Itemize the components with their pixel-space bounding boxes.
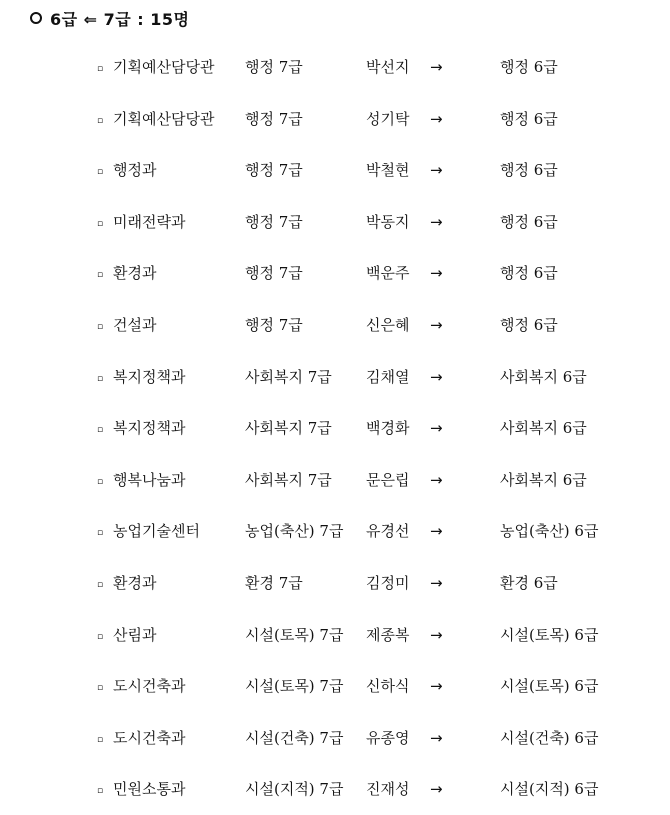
list-item xyxy=(0,609,670,661)
square-bullet-icon: ▫ xyxy=(97,734,104,745)
current-grade: 시설(토목) 7급 xyxy=(245,625,344,644)
promotion-list xyxy=(0,41,670,815)
current-grade: 시설(토목) 7급 xyxy=(245,677,344,696)
person-name: 신은혜 xyxy=(366,315,410,334)
right-arrow-icon: → xyxy=(430,522,443,541)
person-name: 유경선 xyxy=(366,522,410,541)
person-name: 박철현 xyxy=(366,161,410,180)
square-bullet-icon: ▫ xyxy=(97,115,104,126)
right-arrow-icon: → xyxy=(430,780,443,799)
current-grade: 사회복지 7급 xyxy=(245,419,332,438)
new-grade: 시설(건축) 6급 xyxy=(500,728,599,747)
list-item xyxy=(0,196,670,248)
current-grade: 행정 7급 xyxy=(245,58,303,76)
department: 행정과 xyxy=(113,161,157,180)
square-bullet-icon: ▫ xyxy=(97,786,104,797)
new-grade: 행정 6급 xyxy=(500,58,558,76)
right-arrow-icon: → xyxy=(430,419,443,438)
new-grade: 행정 6급 xyxy=(500,212,558,231)
new-grade: 농업(축산) 6급 xyxy=(500,522,599,541)
department: 기획예산담당관 xyxy=(113,109,215,128)
new-grade: 시설(토목) 6급 xyxy=(500,677,599,696)
list-item xyxy=(0,660,670,712)
list-item xyxy=(0,41,670,93)
new-grade: 행정 6급 xyxy=(500,109,558,128)
department: 기획예산담당관 xyxy=(113,58,215,76)
person-name: 박선지 xyxy=(366,58,410,76)
person-name: 유종영 xyxy=(366,728,410,747)
section-heading-text: 6급 ⇐ 7급 : 15명 xyxy=(50,9,190,29)
right-arrow-icon: → xyxy=(430,367,443,386)
current-grade: 행정 7급 xyxy=(245,161,303,180)
right-arrow-icon: → xyxy=(430,315,443,334)
square-bullet-icon: ▫ xyxy=(97,167,104,178)
person-name: 진재성 xyxy=(366,780,410,799)
list-item xyxy=(0,557,670,609)
person-name: 신하식 xyxy=(366,677,410,696)
list-item xyxy=(0,247,670,299)
current-grade: 사회복지 7급 xyxy=(245,470,332,489)
square-bullet-icon: ▫ xyxy=(97,528,104,539)
right-arrow-icon: → xyxy=(430,58,443,76)
department: 복지정책과 xyxy=(113,419,186,438)
square-bullet-icon: ▫ xyxy=(97,425,104,436)
list-item xyxy=(0,351,670,403)
square-bullet-icon: ▫ xyxy=(97,64,104,74)
person-name: 문은립 xyxy=(366,470,410,489)
person-name: 박동지 xyxy=(366,212,410,231)
person-name: 김채열 xyxy=(366,367,410,386)
right-arrow-icon: → xyxy=(430,470,443,489)
current-grade: 행정 7급 xyxy=(245,315,303,334)
square-bullet-icon: ▫ xyxy=(97,579,104,590)
current-grade: 농업(축산) 7급 xyxy=(245,522,344,541)
department: 농업기술센터 xyxy=(113,522,200,541)
person-name: 성기탁 xyxy=(366,109,410,128)
list-item xyxy=(0,144,670,196)
department: 환경과 xyxy=(113,264,157,283)
list-item xyxy=(0,454,670,506)
department: 행복나눔과 xyxy=(113,470,186,489)
new-grade: 환경 6급 xyxy=(500,573,558,592)
department: 도시건축과 xyxy=(113,728,186,747)
current-grade: 시설(지적) 7급 xyxy=(245,780,344,799)
right-arrow-icon: → xyxy=(430,212,443,231)
list-item xyxy=(0,299,670,351)
new-grade: 사회복지 6급 xyxy=(500,419,587,438)
current-grade: 행정 7급 xyxy=(245,264,303,283)
right-arrow-icon: → xyxy=(430,573,443,592)
current-grade: 행정 7급 xyxy=(245,212,303,231)
department: 건설과 xyxy=(113,315,157,334)
list-item xyxy=(0,402,670,454)
department: 도시건축과 xyxy=(113,677,186,696)
new-grade: 시설(토목) 6급 xyxy=(500,625,599,644)
new-grade: 행정 6급 xyxy=(500,264,558,283)
department: 민원소통과 xyxy=(113,780,186,799)
new-grade: 사회복지 6급 xyxy=(500,470,587,489)
current-grade: 시설(건축) 7급 xyxy=(245,728,344,747)
department: 미래전략과 xyxy=(113,212,186,231)
circle-bullet-icon xyxy=(30,12,42,24)
square-bullet-icon: ▫ xyxy=(97,631,104,642)
section-heading xyxy=(30,6,190,30)
right-arrow-icon: → xyxy=(430,625,443,644)
department: 환경과 xyxy=(113,573,157,592)
right-arrow-icon: → xyxy=(430,109,443,128)
new-grade: 행정 6급 xyxy=(500,161,558,180)
person-name: 제종복 xyxy=(366,625,410,644)
square-bullet-icon: ▫ xyxy=(97,270,104,281)
right-arrow-icon: → xyxy=(430,728,443,747)
current-grade: 행정 7급 xyxy=(245,109,303,128)
new-grade: 행정 6급 xyxy=(500,315,558,334)
list-item xyxy=(0,712,670,764)
current-grade: 사회복지 7급 xyxy=(245,367,332,386)
list-item xyxy=(0,763,670,815)
new-grade: 시설(지적) 6급 xyxy=(500,780,599,799)
department: 복지정책과 xyxy=(113,367,186,386)
list-item xyxy=(0,93,670,145)
list-item xyxy=(0,505,670,557)
square-bullet-icon: ▫ xyxy=(97,373,104,384)
person-name: 백운주 xyxy=(366,264,410,283)
person-name: 백경화 xyxy=(366,419,410,438)
right-arrow-icon: → xyxy=(430,677,443,696)
department: 산림과 xyxy=(113,625,157,644)
right-arrow-icon: → xyxy=(430,161,443,180)
square-bullet-icon: ▫ xyxy=(97,683,104,694)
right-arrow-icon: → xyxy=(430,264,443,283)
person-name: 김정미 xyxy=(366,573,410,592)
square-bullet-icon: ▫ xyxy=(97,476,104,487)
square-bullet-icon: ▫ xyxy=(97,321,104,332)
new-grade: 사회복지 6급 xyxy=(500,367,587,386)
current-grade: 환경 7급 xyxy=(245,573,303,592)
square-bullet-icon: ▫ xyxy=(97,218,104,229)
